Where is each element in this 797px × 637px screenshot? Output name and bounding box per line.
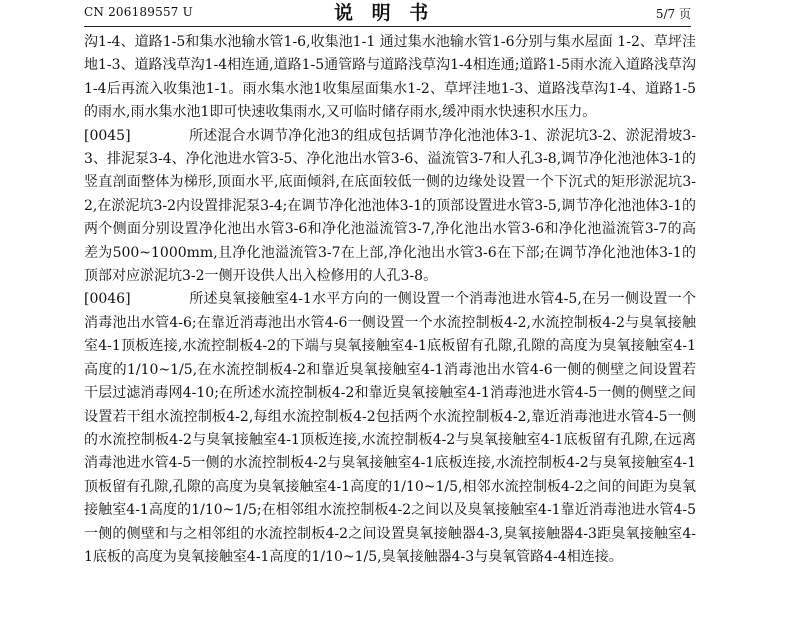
page-header bbox=[84, 0, 691, 27]
paragraph-number: [0045] bbox=[84, 127, 131, 144]
document-title: 说 明 书 bbox=[334, 2, 435, 24]
paragraph-0045 bbox=[84, 125, 696, 289]
description-body bbox=[84, 31, 696, 569]
paragraph-text: 所述臭氧接触室4-1水平方向的一侧设置一个消毒池进水管4-5,在另一侧设置一个消毒池出水管4-6;在靠近消毒池出水管4-6一侧设置一个水流控制板4-2,水流控制板4-2与臭氧接触室4-1顶板连接,水流控制板4-2的下端与臭氧接触室4-1底板留有孔隙,孔隙的高度为臭氧接触室4-1高度的1/10~1/5,在水流控制板4-2和靠近臭氧接触室4-1消毒池出水管4-6一侧的侧壁之间设置若干层过滤消毒网4-10;在所述水流控制板4-2和靠近臭氧接触室4-1消毒池进水管4-5一侧的侧壁之间设置若干组水流控制板4-2,每组水流控制板4-2包括两个水流控制板4-2,靠近消毒池进水管4-5一侧的水流控制板4-2与臭氧接触室4-1顶板连接,水流控制板4-2与臭氧接触室4-1底板留有孔隙,在远离消毒池进水管4-5一侧的水流控制板4-2与臭氧接触室4-1底板连接,水流控制板4-2与臭氧接触室4-1顶板留有孔隙,孔隙的高度为臭氧接触室4-1高度的1/10~1/5,相邻水流控制板4-2之间的间距为臭氧接触室4-1高度的1/10~1/5;在相邻组水流控制板4-2之间以及臭氧接触室4-1靠近消毒池进水管4-5一侧的侧壁和与之相邻组的水流控制板4-2之间设置臭氧接触器4-3,臭氧接触器4-3距臭氧接触室4-1底板的高度为臭氧接触室4-1高度的1/10~1/5,臭氧接触器4-3与臭氧管路4-4相连接。 bbox=[84, 291, 696, 565]
paragraph-text: 所述混合水调节净化池3的组成包括调节净化池池体3-1、淤泥坑3-2、淤泥滑坡3-3、排泥泵3-4、净化池进水管3-5、净化池出水管3-6、溢流管3-7和人孔3-8,调节净化池池体3-1的竖直剖面整体为梯形,顶面水平,底面倾斜,在底面较低一侧的边缘处设置一个下沉式的矩形淤泥坑3-2,在淤泥坑3-2内设置排泥泵3-4;在调节净化池池体3-1的顶部设置进水管3-5,调节净化池池体3-1的两个侧面分别设置净化池出水管3-6和净化池溢流管3-7,净化池出水管3-6和净化池溢流管3-7的高差为500~1000mm,且净化池溢流管3-7在上部,净化池出水管3-6在下部;在调节净化池池体3-1的顶部对应淤泥坑3-2一侧开设供人出入检修用的人孔3-8。 bbox=[84, 127, 696, 285]
paragraph-continued bbox=[84, 31, 696, 125]
paragraph-number: [0046] bbox=[84, 291, 131, 308]
paragraph-0046 bbox=[84, 288, 696, 569]
publication-number: CN 206189557 U bbox=[84, 5, 193, 19]
page-number: 5/7 页 bbox=[655, 7, 691, 21]
paragraph-text: 沟1-4、道路1-5和集水池输水管1-6,收集池1-1 通过集水池输水管1-6分别与集水屋面 1-2、草坪洼地1-3、道路浅草沟1-4相连通,道路1-5通管路与道路浅草沟1-4相连通;道路1-5雨水流入道路浅草沟1-4后再流入收集池1-1。雨水集水池1收集屋面集水1-2、草坪洼地1-3、道路浅草沟1-4、道路1-5的雨水,雨水集水池1即可快速收集雨水,又可临时储存雨水,缓冲雨水快速积水压力。 bbox=[84, 34, 696, 121]
